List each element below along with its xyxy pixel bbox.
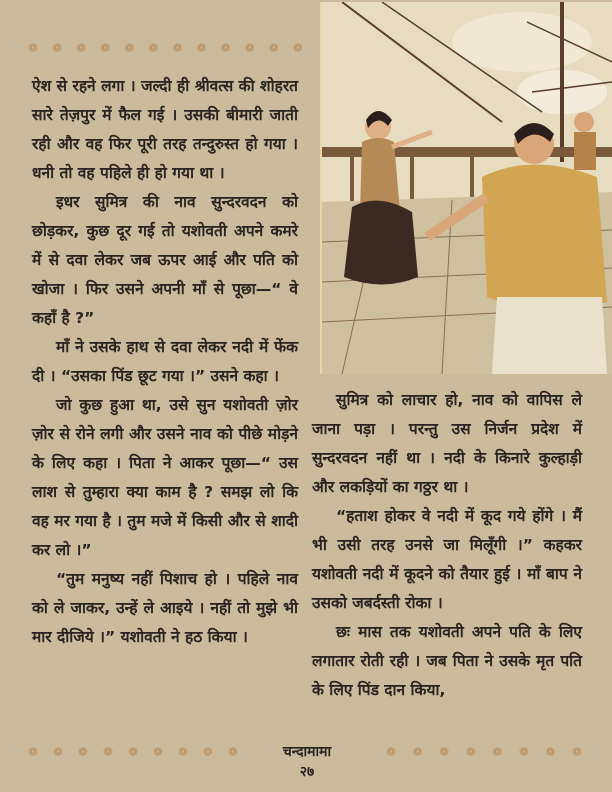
right-text-column: [312, 386, 582, 705]
bottom-ornament-left: ❁ ❁ ❁ ❁ ❁ ❁ ❁ ❁ ❁: [28, 745, 238, 759]
paragraph: सुमित्र को लाचार हो, नाव को वापिस ले जाना पड़ा । परन्तु उस निर्जन प्रदेश में सुन्दरवदन नहीं था । नदी के किनारे कुल्हाड़ी और लकड़ियों का गठ्ठर था ।: [312, 391, 582, 496]
page-number: २७: [299, 764, 315, 780]
paragraph: “हताश होकर वे नदी में कूद गये होंगे । मैं भी उसी तरह उनसे जा मिलूँगी ।” कहकर यशोवती नदी में कूदने को तैयार हुई । माँ बाप ने उसको जबर्दस्ती रोका ।: [312, 507, 582, 612]
bottom-ornament-right: ❁ ❁ ❁ ❁ ❁ ❁ ❁ ❁: [386, 745, 582, 759]
paragraph: जो कुछ हुआ था, उसे सुन यशोवती ज़ोर ज़ोर से रोने लगी और उसने नाव को पीछे मोड़ने के लिए कहा । पिता ने आकर पूछा—“ उस लाश से तुम्हारा क्या काम है ? समझ लो कि वह मर गया है । तुम मजे में किसी और से शादी कर लो ।”: [32, 396, 298, 559]
paragraph: माँ ने उसके हाथ से दवा लेकर नदी में फेंक दी । “उसका पिंड छूट गया ।” उसने कहा ।: [32, 338, 298, 385]
paragraph: ऐश से रहने लगा । जल्दी ही श्रीवत्स की शोहरत सारे तेज़पुर में फैल गई । उसकी बीमारी जाती रही और वह फिर पूरी तरह तन्दुरुस्त हो गया । धनी तो वह पहिले ही हो गया था ।: [32, 77, 298, 182]
magazine-title: चन्दामामा: [282, 744, 332, 760]
paragraph: “तुम मनुष्य नहीं पिशाच हो । पहिले नाव को ले जाकर, उन्हें ले आइये । नहीं तो मुझे भी मार दीजिये ।” यशोवती ने हठ किया ।: [32, 570, 298, 646]
top-ornament-border: ❁ ❁ ❁ ❁ ❁ ❁ ❁ ❁ ❁ ❁ ❁ ❁: [28, 41, 304, 55]
left-text-column: [32, 72, 298, 652]
illustration-boat-scene: [320, 2, 612, 374]
paragraph: छः मास तक यशोवती अपने पति के लिए लगातार रोती रही । जब पिता ने उसके मृत पति के लिए पिंड दान किया,: [312, 623, 582, 699]
paragraph: इधर सुमित्र की नाव सुन्दरवदन को छोड़कर, कुछ दूर गई तो यशोवती अपने कमरे में से दवा लेकर जब ऊपर आई और पति को खोजा । फिर उसने अपनी माँ से पूछा—“ वे कहाँ है ?”: [32, 193, 298, 327]
